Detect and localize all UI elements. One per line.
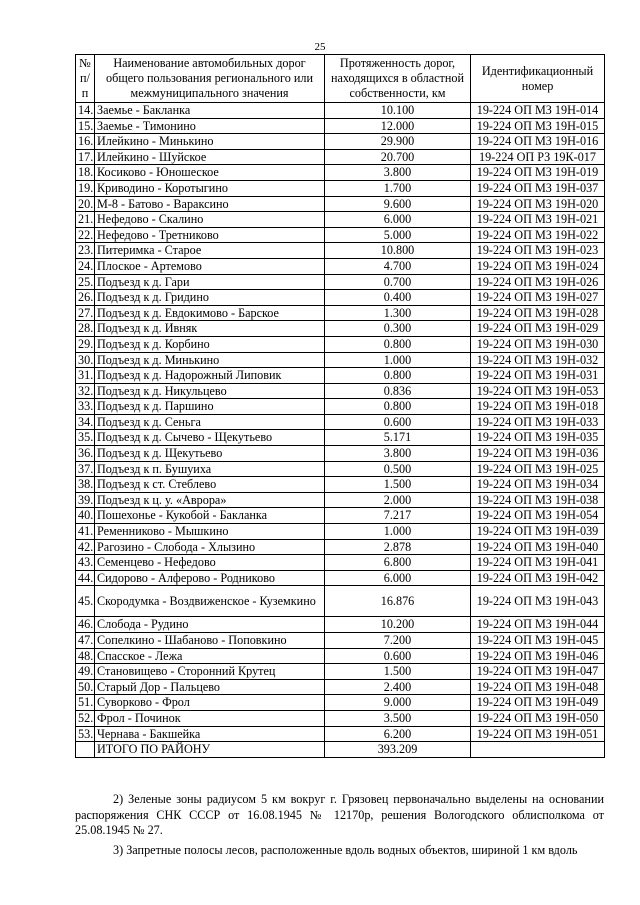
row-number: 53. bbox=[76, 726, 95, 742]
row-number: 16. bbox=[76, 134, 95, 150]
row-number: 33. bbox=[76, 399, 95, 415]
road-name: М-8 - Батово - Вараксино bbox=[95, 196, 325, 212]
road-id: 19-224 ОП МЗ 19Н-019 bbox=[471, 165, 605, 181]
header-name: Наименование автомобильных дорог общего пользования регионального или межмуниципального значения bbox=[95, 55, 325, 103]
road-name: Криводино - Коротыгино bbox=[95, 180, 325, 196]
row-number: 34. bbox=[76, 414, 95, 430]
road-length: 0.836 bbox=[325, 383, 471, 399]
row-number: 37. bbox=[76, 461, 95, 477]
road-id: 19-224 ОП МЗ 19Н-031 bbox=[471, 368, 605, 384]
table-row bbox=[76, 539, 605, 555]
table-row bbox=[76, 243, 605, 259]
road-length: 3.800 bbox=[325, 165, 471, 181]
road-id: 19-224 ОП МЗ 19Н-046 bbox=[471, 648, 605, 664]
road-name: Плоское - Артемово bbox=[95, 258, 325, 274]
table-row bbox=[76, 149, 605, 165]
road-length: 2.000 bbox=[325, 492, 471, 508]
row-number: 23. bbox=[76, 243, 95, 259]
road-name: Пошехонье - Кукобой - Бакланка bbox=[95, 508, 325, 524]
road-name: Подъезд к д. Щекутьево bbox=[95, 446, 325, 462]
road-name: Подъезд к д. Сычево - Щекутьево bbox=[95, 430, 325, 446]
table-row bbox=[76, 103, 605, 119]
road-name: Становищево - Сторонний Крутец bbox=[95, 664, 325, 680]
road-id: 19-224 ОП МЗ 19Н-024 bbox=[471, 258, 605, 274]
road-name: Рагозино - Слобода - Хлызино bbox=[95, 539, 325, 555]
road-name: Ременниково - Мышкино bbox=[95, 524, 325, 540]
row-number: 14. bbox=[76, 103, 95, 119]
row-number: 38. bbox=[76, 477, 95, 493]
total-label: ИТОГО ПО РАЙОНУ bbox=[95, 742, 325, 758]
road-length: 6.800 bbox=[325, 555, 471, 571]
road-length: 1.000 bbox=[325, 524, 471, 540]
road-name: Сопелкино - Шабаново - Поповкино bbox=[95, 633, 325, 649]
row-number: 20. bbox=[76, 196, 95, 212]
road-name: Скородумка - Воздвиженское - Куземкино bbox=[95, 586, 325, 617]
road-name: Семенцево - Нефедово bbox=[95, 555, 325, 571]
road-id: 19-224 ОП МЗ 19Н-030 bbox=[471, 336, 605, 352]
row-number: 32. bbox=[76, 383, 95, 399]
table-header-row bbox=[76, 55, 605, 103]
row-number: 17. bbox=[76, 149, 95, 165]
row-number: 44. bbox=[76, 570, 95, 586]
road-length: 6.000 bbox=[325, 570, 471, 586]
road-id: 19-224 ОП РЗ 19К-017 bbox=[471, 149, 605, 165]
row-number: 21. bbox=[76, 212, 95, 228]
row-number: 28. bbox=[76, 321, 95, 337]
road-id: 19-224 ОП МЗ 19Н-049 bbox=[471, 695, 605, 711]
table-row bbox=[76, 196, 605, 212]
table-row bbox=[76, 368, 605, 384]
road-id: 19-224 ОП МЗ 19Н-039 bbox=[471, 524, 605, 540]
row-number: 50. bbox=[76, 679, 95, 695]
row-number: 31. bbox=[76, 368, 95, 384]
row-number: 41. bbox=[76, 524, 95, 540]
table-row bbox=[76, 118, 605, 134]
road-length: 6.200 bbox=[325, 726, 471, 742]
road-length: 3.500 bbox=[325, 710, 471, 726]
road-name: Чернава - Бакшейка bbox=[95, 726, 325, 742]
road-id: 19-224 ОП МЗ 19Н-037 bbox=[471, 180, 605, 196]
road-name: Подъезд к ст. Стеблево bbox=[95, 477, 325, 493]
row-number: 48. bbox=[76, 648, 95, 664]
road-length: 1.700 bbox=[325, 180, 471, 196]
table-row bbox=[76, 648, 605, 664]
road-length: 10.100 bbox=[325, 103, 471, 119]
road-length: 0.300 bbox=[325, 321, 471, 337]
table-row bbox=[76, 664, 605, 680]
total-row bbox=[76, 742, 605, 758]
table-row bbox=[76, 710, 605, 726]
road-name: Питеримка - Старое bbox=[95, 243, 325, 259]
road-name: Подъезд к д. Минькино bbox=[95, 352, 325, 368]
table-row bbox=[76, 258, 605, 274]
road-name: Илейкино - Минькино bbox=[95, 134, 325, 150]
road-length: 4.700 bbox=[325, 258, 471, 274]
road-id: 19-224 ОП МЗ 19Н-035 bbox=[471, 430, 605, 446]
table-row bbox=[76, 352, 605, 368]
row-number: 29. bbox=[76, 336, 95, 352]
road-name: Подъезд к д. Ивняк bbox=[95, 321, 325, 337]
road-length: 10.200 bbox=[325, 617, 471, 633]
road-name: Старый Дор - Пальцево bbox=[95, 679, 325, 695]
road-length: 6.000 bbox=[325, 212, 471, 228]
road-id: 19-224 ОП МЗ 19Н-048 bbox=[471, 679, 605, 695]
road-length: 10.800 bbox=[325, 243, 471, 259]
road-id: 19-224 ОП МЗ 19Н-021 bbox=[471, 212, 605, 228]
road-length: 5.000 bbox=[325, 227, 471, 243]
table-row bbox=[76, 383, 605, 399]
road-id: 19-224 ОП МЗ 19Н-044 bbox=[471, 617, 605, 633]
road-length: 9.000 bbox=[325, 695, 471, 711]
road-length: 0.500 bbox=[325, 461, 471, 477]
road-length: 20.700 bbox=[325, 149, 471, 165]
roads-table bbox=[75, 54, 605, 758]
road-length: 0.700 bbox=[325, 274, 471, 290]
road-id: 19-224 ОП МЗ 19Н-050 bbox=[471, 710, 605, 726]
road-id: 19-224 ОП МЗ 19Н-051 bbox=[471, 726, 605, 742]
table-row bbox=[76, 212, 605, 228]
paragraph-forbidden-strips: 3) Запретные полосы лесов, расположенные вдоль водных объектов, шириной 1 км вдоль bbox=[113, 843, 578, 857]
road-length: 0.600 bbox=[325, 414, 471, 430]
row-number: 40. bbox=[76, 508, 95, 524]
road-name: Подъезд к д. Сеньга bbox=[95, 414, 325, 430]
table-row bbox=[76, 227, 605, 243]
road-id: 19-224 ОП МЗ 19Н-023 bbox=[471, 243, 605, 259]
road-id: 19-224 ОП МЗ 19Н-045 bbox=[471, 633, 605, 649]
road-id: 19-224 ОП МЗ 19Н-025 bbox=[471, 461, 605, 477]
row-number: 22. bbox=[76, 227, 95, 243]
road-id: 19-224 ОП МЗ 19Н-047 bbox=[471, 664, 605, 680]
table-row bbox=[76, 134, 605, 150]
row-number: 24. bbox=[76, 258, 95, 274]
road-name: Заемье - Бакланка bbox=[95, 103, 325, 119]
road-length: 16.876 bbox=[325, 586, 471, 617]
road-id: 19-224 ОП МЗ 19Н-038 bbox=[471, 492, 605, 508]
road-name: Подъезд к д. Гари bbox=[95, 274, 325, 290]
road-length: 2.400 bbox=[325, 679, 471, 695]
road-id: 19-224 ОП МЗ 19Н-022 bbox=[471, 227, 605, 243]
road-length: 2.878 bbox=[325, 539, 471, 555]
row-number: 15. bbox=[76, 118, 95, 134]
row-number: 27. bbox=[76, 305, 95, 321]
road-name: Подъезд к п. Бушуиха bbox=[95, 461, 325, 477]
road-name: Слобода - Рудино bbox=[95, 617, 325, 633]
road-name: Заемье - Тимонино bbox=[95, 118, 325, 134]
row-number: 30. bbox=[76, 352, 95, 368]
row-number: 51. bbox=[76, 695, 95, 711]
road-id: 19-224 ОП МЗ 19Н-054 bbox=[471, 508, 605, 524]
table-body bbox=[76, 103, 605, 742]
row-number: 47. bbox=[76, 633, 95, 649]
road-id: 19-224 ОП МЗ 19Н-026 bbox=[471, 274, 605, 290]
road-name: Косиково - Юношеское bbox=[95, 165, 325, 181]
road-length: 3.800 bbox=[325, 446, 471, 462]
row-number: 45. bbox=[76, 586, 95, 617]
road-id: 19-224 ОП МЗ 19Н-027 bbox=[471, 290, 605, 306]
road-length: 5.171 bbox=[325, 430, 471, 446]
table-row bbox=[76, 165, 605, 181]
road-id: 19-224 ОП МЗ 19Н-020 bbox=[471, 196, 605, 212]
row-number: 43. bbox=[76, 555, 95, 571]
road-length: 0.400 bbox=[325, 290, 471, 306]
road-name: Фрол - Починок bbox=[95, 710, 325, 726]
row-number: 18. bbox=[76, 165, 95, 181]
road-length: 1.500 bbox=[325, 664, 471, 680]
road-id: 19-224 ОП МЗ 19Н-040 bbox=[471, 539, 605, 555]
road-id: 19-224 ОП МЗ 19Н-029 bbox=[471, 321, 605, 337]
row-number: 36. bbox=[76, 446, 95, 462]
table-row bbox=[76, 321, 605, 337]
road-length: 1.500 bbox=[325, 477, 471, 493]
road-name: Подъезд к д. Никульцево bbox=[95, 383, 325, 399]
road-name: Подъезд к д. Надорожный Липовик bbox=[95, 368, 325, 384]
row-number: 39. bbox=[76, 492, 95, 508]
road-length: 0.800 bbox=[325, 336, 471, 352]
row-number: 52. bbox=[76, 710, 95, 726]
road-length: 0.800 bbox=[325, 399, 471, 415]
table-row bbox=[76, 524, 605, 540]
road-id: 19-224 ОП МЗ 19Н-036 bbox=[471, 446, 605, 462]
road-id: 19-224 ОП МЗ 19Н-041 bbox=[471, 555, 605, 571]
table-row bbox=[76, 336, 605, 352]
road-length: 0.600 bbox=[325, 648, 471, 664]
total-id-cell bbox=[471, 742, 605, 758]
road-length: 29.900 bbox=[325, 134, 471, 150]
row-number: 42. bbox=[76, 539, 95, 555]
header-num: № п/п bbox=[76, 55, 95, 103]
road-name: Подъезд к д. Евдокимово - Барское bbox=[95, 305, 325, 321]
road-id: 19-224 ОП МЗ 19Н-018 bbox=[471, 399, 605, 415]
road-id: 19-224 ОП МЗ 19Н-015 bbox=[471, 118, 605, 134]
header-id: Идентификационный номер bbox=[471, 55, 605, 103]
road-length: 9.600 bbox=[325, 196, 471, 212]
table-row bbox=[76, 274, 605, 290]
road-name: Нефедово - Третниково bbox=[95, 227, 325, 243]
road-name: Нефедово - Скалино bbox=[95, 212, 325, 228]
road-name: Суворково - Фрол bbox=[95, 695, 325, 711]
road-id: 19-224 ОП МЗ 19Н-016 bbox=[471, 134, 605, 150]
page-number: 25 bbox=[314, 41, 326, 53]
road-length: 1.300 bbox=[325, 305, 471, 321]
road-name: Подъезд к д. Корбино bbox=[95, 336, 325, 352]
row-number: 35. bbox=[76, 430, 95, 446]
road-name: Подъезд к д. Паршино bbox=[95, 399, 325, 415]
road-id: 19-224 ОП МЗ 19Н-042 bbox=[471, 570, 605, 586]
paragraph-green-zones: 2) Зеленые зоны радиусом 5 км вокруг г. Грязовец первоначально выделены на основании распоряжения СНК СССР от 16.08.1945 № 12170р, решения Вологодского облисполкома от 25.08.1945 № 27. bbox=[75, 792, 604, 837]
road-id: 19-224 ОП МЗ 19Н-014 bbox=[471, 103, 605, 119]
road-name: Илейкино - Шуйское bbox=[95, 149, 325, 165]
road-length: 7.217 bbox=[325, 508, 471, 524]
table-row bbox=[76, 508, 605, 524]
table-row bbox=[76, 555, 605, 571]
table-row bbox=[76, 492, 605, 508]
road-length: 7.200 bbox=[325, 633, 471, 649]
road-name: Подъезд к ц. у. «Аврора» bbox=[95, 492, 325, 508]
table-row bbox=[76, 617, 605, 633]
table-row bbox=[76, 633, 605, 649]
table-row bbox=[76, 446, 605, 462]
road-length: 1.000 bbox=[325, 352, 471, 368]
row-number: 46. bbox=[76, 617, 95, 633]
table-row bbox=[76, 570, 605, 586]
table-row bbox=[76, 180, 605, 196]
table-row bbox=[76, 305, 605, 321]
row-number: 26. bbox=[76, 290, 95, 306]
road-id: 19-224 ОП МЗ 19Н-043 bbox=[471, 586, 605, 617]
table-row bbox=[76, 586, 605, 617]
road-id: 19-224 ОП МЗ 19Н-053 bbox=[471, 383, 605, 399]
table-row bbox=[76, 477, 605, 493]
table-row bbox=[76, 679, 605, 695]
road-name: Сидорово - Алферово - Родниково bbox=[95, 570, 325, 586]
table-row bbox=[76, 290, 605, 306]
road-name: Подъезд к д. Гридино bbox=[95, 290, 325, 306]
row-number: 19. bbox=[76, 180, 95, 196]
road-id: 19-224 ОП МЗ 19Н-033 bbox=[471, 414, 605, 430]
road-id: 19-224 ОП МЗ 19Н-034 bbox=[471, 477, 605, 493]
row-number: 49. bbox=[76, 664, 95, 680]
road-id: 19-224 ОП МЗ 19Н-032 bbox=[471, 352, 605, 368]
table-row bbox=[76, 461, 605, 477]
road-id: 19-224 ОП МЗ 19Н-028 bbox=[471, 305, 605, 321]
road-name: Спасское - Лежа bbox=[95, 648, 325, 664]
road-length: 0.800 bbox=[325, 368, 471, 384]
table-row bbox=[76, 695, 605, 711]
table-row bbox=[76, 430, 605, 446]
total-length: 393.209 bbox=[325, 742, 471, 758]
table-row bbox=[76, 414, 605, 430]
header-length: Протяженность дорог, находящихся в областной собственности, км bbox=[325, 55, 471, 103]
total-num-cell bbox=[76, 742, 95, 758]
table-row bbox=[76, 726, 605, 742]
table-row bbox=[76, 399, 605, 415]
row-number: 25. bbox=[76, 274, 95, 290]
road-length: 12.000 bbox=[325, 118, 471, 134]
